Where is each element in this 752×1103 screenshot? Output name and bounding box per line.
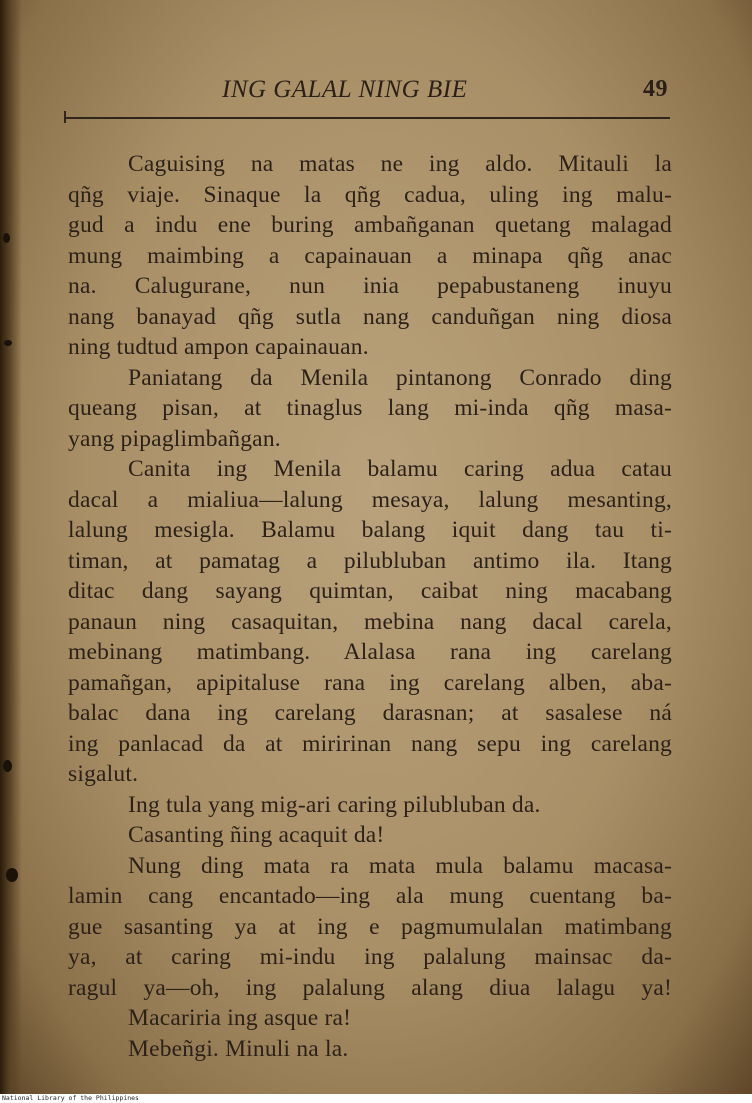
body-text: [68, 149, 672, 1064]
text-line: na. Calugurane, nun inia pepabustaneng inuyu: [68, 273, 672, 299]
header-rule: [64, 117, 670, 119]
text-line: ya, at caring mi-indu ing palalung mainsac da-: [68, 944, 672, 970]
text-line: sigalut.: [68, 761, 139, 787]
running-header: [0, 74, 752, 108]
text-line: ragul ya—oh, ing palalung alang diua lalagu ya!: [68, 974, 672, 1001]
running-title: ING GALAL NING BIE: [222, 76, 468, 103]
ink-spot: [3, 760, 12, 772]
library-credit: National Library of the Philippines: [2, 1094, 139, 1102]
text-line: Ing tula yang mig-ari caring pilubluban da.: [128, 791, 541, 818]
text-line: lamin cang encantado—ing ala mung cuentang ba-: [68, 883, 672, 909]
text-line: mung maimbing a capainauan a minapa qñg anac: [68, 242, 672, 269]
text-line: Casanting ñing acaquit da!: [128, 822, 385, 848]
text-line: nang banayad qñg sutla nang canduñgan ning diosa: [68, 303, 672, 330]
text-line: lalung mesigla. Balamu balang iquit dang tau ti-: [68, 517, 672, 543]
page-binding-edge: [0, 0, 22, 1094]
text-line: timan, at pamatag a pilubluban antimo ila. Itang: [68, 547, 672, 574]
text-line: yang pipaglimbañgan.: [68, 425, 281, 452]
text-line: Paniatang da Menila pintanong Conrado ding: [128, 364, 672, 391]
text-line: Canita ing Menila balamu caring adua catau: [128, 456, 672, 482]
text-line: Caguising na matas ne ing aldo. Mitauli la: [128, 151, 672, 177]
text-line: queang pisan, at tinaglus lang mi-inda qñg masa-: [68, 395, 672, 421]
text-line: balac dana ing carelang darasnan; at sasalese ná: [68, 700, 672, 726]
ink-spot: [6, 868, 18, 882]
text-line: dacal a mialiua—lalung mesaya, lalung mesanting,: [68, 486, 672, 513]
text-line: gue sasanting ya at ing e pagmumulalan matimbang: [68, 913, 672, 940]
text-line: qñg viaje. Sinaque la qñg cadua, uling ing malu-: [68, 181, 672, 208]
text-line: ning tudtud ampon capainauan.: [68, 334, 369, 360]
text-line: Macariria ing asque ra!: [128, 1005, 352, 1031]
text-line: gud a indu ene buring ambañganan quetang malagad: [68, 212, 672, 238]
ink-spot: [4, 340, 12, 346]
text-line: ditac dang sayang quimtan, caibat ning macabang: [68, 578, 672, 604]
text-line: Mebeñgi. Minuli na la.: [128, 1035, 349, 1062]
text-line: panaun ning casaquitan, mebina nang dacal carela,: [68, 608, 672, 635]
text-line: ing panlacad da at miririnan nang sepu ing carelang: [68, 730, 672, 757]
text-line: mebinang matimbang. Alalasa rana ing carelang: [68, 639, 672, 665]
text-line: pamañgan, apipitaluse rana ing carelang alben, aba-: [68, 669, 672, 696]
ink-spot: [3, 233, 10, 243]
page-number: 49: [643, 76, 668, 102]
text-line: Nung ding mata ra mata mula balamu macasa-: [128, 852, 672, 879]
